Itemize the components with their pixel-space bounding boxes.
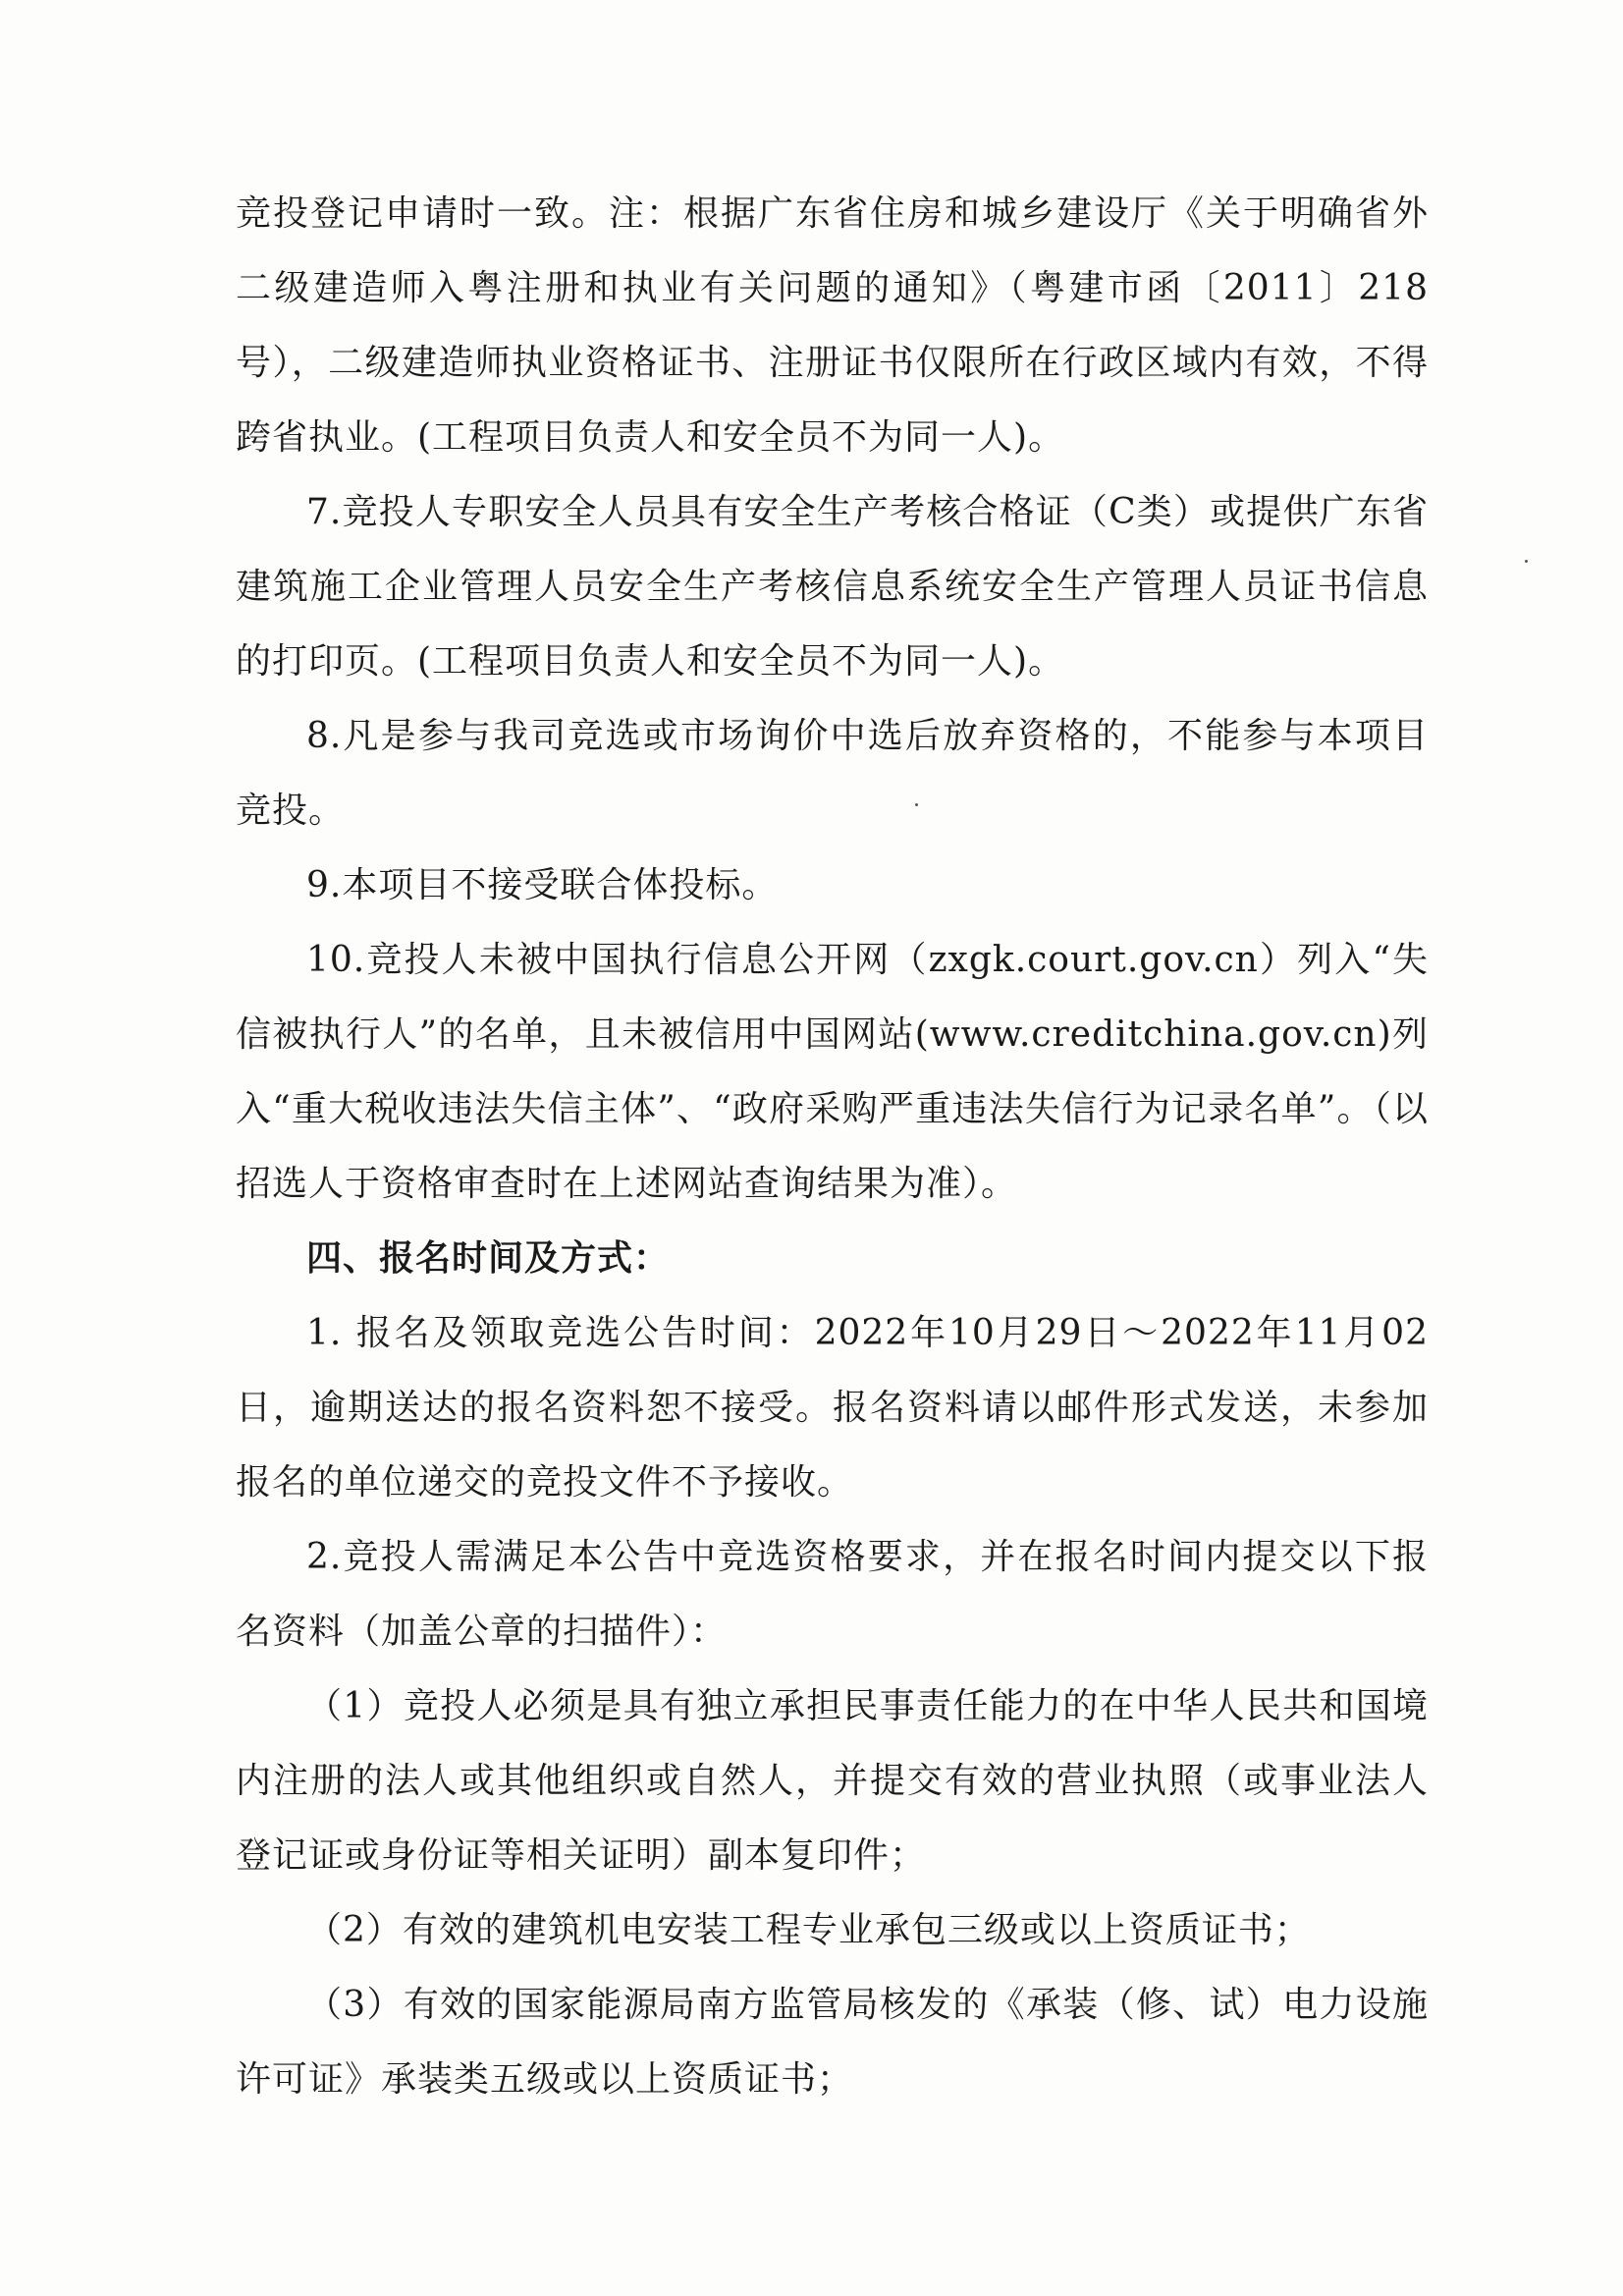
paragraph-subitem-3: （3）有效的国家能源局南方监管局核发的《承装（修、试）电力设施许可证》承装类五级或以上资质证书； xyxy=(236,1985,1429,2100)
scan-speck xyxy=(915,803,918,806)
paragraph-subitem-2: （2）有效的建筑机电安装工程专业承包三级或以上资质证书； xyxy=(306,1910,1311,1950)
paragraph-subitem-1: （1）竞投人必须是具有独立承担民事责任能力的在中华人民共和国境内注册的法人或其他组织或自然人，并提交有效的营业执照（或事业法人登记证或身份证等相关证明）副本复印件； xyxy=(236,1686,1429,1876)
section-heading-4: 四、报名时间及方式： xyxy=(306,1238,671,1279)
document-body xyxy=(236,177,1429,2117)
paragraph-item-10: 10.竞投人未被中国执行信息公开网（zxgk.court.gov.cn）列入“失信被执行人”的名单，且未被信用中国网站(www.creditchina.gov.cn)列入“重大税收违法失信主体”、“政府采购严重违法失信行为记录名单”。（以招选人于资格审查时在上述网站查询结果为准）。 xyxy=(236,940,1429,1204)
scan-speck xyxy=(1525,560,1528,563)
paragraph-continuation: 竞投登记申请时一致。注：根据广东省住房和城乡建设厅《关于明确省外二级建造师入粤注册和执业有关问题的通知》（粤建市函〔2011〕218号），二级建造师执业资格证书、注册证书仅限所在行政区域内有效，不得跨省执业。(工程项目负责人和安全员不为同一人)。 xyxy=(236,193,1429,458)
paragraph-item-8: 8.凡是参与我司竞选或市场询价中选后放弃资格的，不能参与本项目竞投。 xyxy=(236,716,1429,831)
paragraph-item-7: 7.竞投人专职安全人员具有安全生产考核合格证（C类）或提供广东省建筑施工企业管理人员安全生产考核信息系统安全生产管理人员证书信息的打印页。(工程项目负责人和安全员不为同一人)。 xyxy=(236,492,1429,682)
paragraph-section4-item-1: 1. 报名及领取竞选公告时间：2022年10月29日～2022年11月02日，逾期送达的报名资料恕不接受。报名资料请以邮件形式发送，未参加报名的单位递交的竞投文件不予接收。 xyxy=(236,1313,1429,1503)
paragraph-section4-item-2: 2.竞投人需满足本公告中竞选资格要求，并在报名时间内提交以下报名资料（加盖公章的扫描件）： xyxy=(236,1537,1429,1652)
paragraph-item-9: 9.本项目不接受联合体投标。 xyxy=(306,865,779,905)
